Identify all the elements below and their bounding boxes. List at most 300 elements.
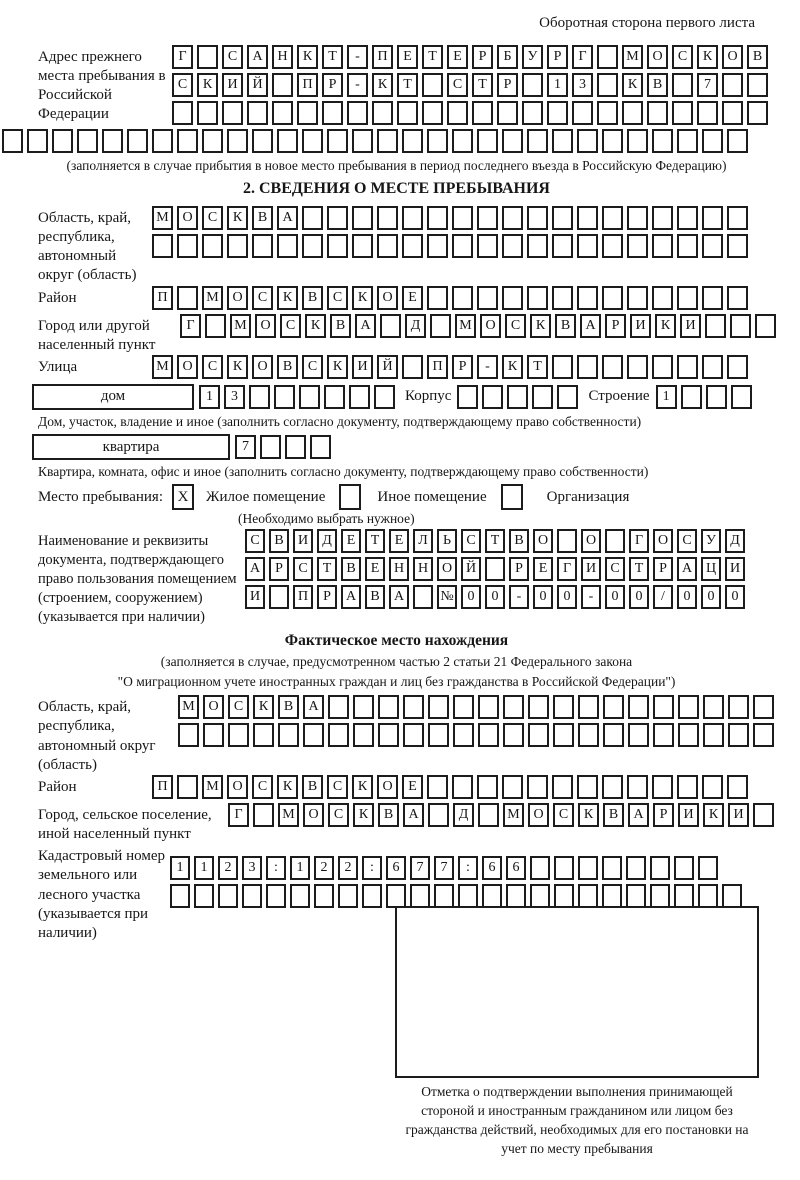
char-box[interactable] [577, 129, 598, 153]
char-box[interactable] [227, 234, 248, 258]
char-box[interactable] [277, 129, 298, 153]
checkbox-organizatsiya[interactable] [501, 484, 523, 510]
char-box[interactable]: Г [557, 557, 577, 581]
char-box[interactable]: : [266, 856, 286, 880]
char-box[interactable] [603, 723, 624, 747]
char-box[interactable]: О [227, 775, 248, 799]
char-box[interactable] [727, 206, 748, 230]
char-box[interactable]: 0 [557, 585, 577, 609]
char-box[interactable]: С [293, 557, 313, 581]
char-box[interactable] [453, 695, 474, 719]
char-box[interactable] [352, 234, 373, 258]
char-box[interactable] [577, 234, 598, 258]
char-box[interactable] [458, 884, 478, 908]
char-box[interactable]: О [177, 355, 198, 379]
char-box[interactable] [252, 234, 273, 258]
char-box[interactable] [507, 385, 528, 409]
char-box[interactable]: П [297, 73, 318, 97]
char-box[interactable]: : [362, 856, 382, 880]
char-box[interactable] [528, 695, 549, 719]
char-box[interactable]: С [280, 314, 301, 338]
char-box[interactable] [552, 234, 573, 258]
char-box[interactable] [403, 723, 424, 747]
char-box[interactable] [602, 775, 623, 799]
char-box[interactable] [626, 856, 646, 880]
char-box[interactable] [397, 101, 418, 125]
char-box[interactable] [52, 129, 73, 153]
char-box[interactable]: К [277, 286, 298, 310]
char-box[interactable] [218, 884, 238, 908]
char-box[interactable] [697, 101, 718, 125]
char-box[interactable] [628, 695, 649, 719]
char-box[interactable]: Р [605, 314, 626, 338]
char-box[interactable] [372, 101, 393, 125]
char-box[interactable]: О [653, 529, 673, 553]
char-box[interactable] [677, 129, 698, 153]
char-box[interactable] [328, 695, 349, 719]
char-box[interactable]: В [277, 355, 298, 379]
char-box[interactable] [452, 206, 473, 230]
char-box[interactable] [578, 695, 599, 719]
char-box[interactable]: С [172, 73, 193, 97]
char-box[interactable] [597, 45, 618, 69]
char-box[interactable]: Р [509, 557, 529, 581]
char-box[interactable] [413, 585, 433, 609]
char-box[interactable] [302, 206, 323, 230]
char-box[interactable]: И [630, 314, 651, 338]
char-box[interactable]: 6 [506, 856, 526, 880]
char-box[interactable] [422, 101, 443, 125]
char-box[interactable] [338, 884, 358, 908]
char-box[interactable] [247, 101, 268, 125]
char-box[interactable]: О [252, 355, 273, 379]
char-box[interactable]: И [728, 803, 749, 827]
char-box[interactable] [478, 803, 499, 827]
char-box[interactable] [727, 355, 748, 379]
char-box[interactable] [722, 101, 743, 125]
char-box[interactable]: М [622, 45, 643, 69]
char-box[interactable]: С [505, 314, 526, 338]
char-box[interactable] [205, 314, 226, 338]
char-box[interactable] [447, 101, 468, 125]
char-box[interactable] [324, 385, 345, 409]
char-box[interactable] [677, 206, 698, 230]
char-box[interactable]: Р [322, 73, 343, 97]
char-box[interactable]: И [725, 557, 745, 581]
char-box[interactable] [698, 884, 718, 908]
char-box[interactable] [652, 206, 673, 230]
char-box[interactable]: М [152, 206, 173, 230]
char-box[interactable]: - [347, 45, 368, 69]
char-box[interactable]: С [328, 803, 349, 827]
char-box[interactable] [602, 884, 622, 908]
char-box[interactable] [602, 355, 623, 379]
char-box[interactable] [722, 73, 743, 97]
char-box[interactable] [578, 856, 598, 880]
char-box[interactable]: 1 [170, 856, 190, 880]
char-box[interactable] [530, 884, 550, 908]
char-box[interactable] [753, 695, 774, 719]
char-box[interactable]: О [303, 803, 324, 827]
char-box[interactable]: В [302, 286, 323, 310]
char-box[interactable] [452, 286, 473, 310]
char-box[interactable]: К [530, 314, 551, 338]
char-box[interactable] [427, 775, 448, 799]
char-box[interactable] [552, 206, 573, 230]
char-box[interactable]: И [245, 585, 265, 609]
char-box[interactable]: Й [247, 73, 268, 97]
char-box[interactable] [502, 234, 523, 258]
char-box[interactable]: В [509, 529, 529, 553]
char-box[interactable]: 2 [314, 856, 334, 880]
char-box[interactable]: С [245, 529, 265, 553]
char-box[interactable] [252, 129, 273, 153]
char-box[interactable]: 2 [218, 856, 238, 880]
char-box[interactable] [653, 695, 674, 719]
char-box[interactable] [290, 884, 310, 908]
char-box[interactable] [678, 723, 699, 747]
char-box[interactable] [428, 695, 449, 719]
char-box[interactable]: Г [629, 529, 649, 553]
char-box[interactable] [2, 129, 23, 153]
char-box[interactable]: С [553, 803, 574, 827]
char-box[interactable] [553, 695, 574, 719]
char-box[interactable] [434, 884, 454, 908]
char-box[interactable]: А [355, 314, 376, 338]
char-box[interactable]: Е [402, 286, 423, 310]
char-box[interactable]: - [581, 585, 601, 609]
char-box[interactable]: В [330, 314, 351, 338]
char-box[interactable]: Г [180, 314, 201, 338]
char-box[interactable] [727, 286, 748, 310]
char-box[interactable] [410, 884, 430, 908]
char-box[interactable] [497, 101, 518, 125]
char-box[interactable] [402, 234, 423, 258]
char-box[interactable] [522, 73, 543, 97]
char-box[interactable] [386, 884, 406, 908]
char-box[interactable]: М [230, 314, 251, 338]
char-box[interactable]: И [678, 803, 699, 827]
char-box[interactable]: Р [653, 803, 674, 827]
checkbox-zhiloe[interactable]: X [172, 484, 194, 510]
char-box[interactable]: Р [269, 557, 289, 581]
char-box[interactable] [285, 435, 306, 459]
char-box[interactable] [482, 385, 503, 409]
char-box[interactable] [482, 884, 502, 908]
char-box[interactable]: И [581, 557, 601, 581]
char-box[interactable]: : [458, 856, 478, 880]
char-box[interactable]: А [677, 557, 697, 581]
char-box[interactable] [349, 385, 370, 409]
char-box[interactable]: С [447, 73, 468, 97]
char-box[interactable] [552, 775, 573, 799]
checkbox-inoe[interactable] [339, 484, 361, 510]
char-box[interactable] [352, 129, 373, 153]
char-box[interactable] [260, 435, 281, 459]
char-box[interactable]: Л [413, 529, 433, 553]
char-box[interactable]: О [255, 314, 276, 338]
char-box[interactable] [127, 129, 148, 153]
char-box[interactable] [327, 206, 348, 230]
char-box[interactable]: Е [447, 45, 468, 69]
char-box[interactable]: Ь [437, 529, 457, 553]
char-box[interactable]: В [252, 206, 273, 230]
char-box[interactable] [747, 73, 768, 97]
char-box[interactable] [502, 286, 523, 310]
char-box[interactable]: С [222, 45, 243, 69]
char-box[interactable]: Н [272, 45, 293, 69]
kvartira-type-box[interactable]: квартира [32, 434, 230, 460]
char-box[interactable] [552, 129, 573, 153]
char-box[interactable]: Т [397, 73, 418, 97]
char-box[interactable] [527, 286, 548, 310]
char-box[interactable]: № [437, 585, 457, 609]
char-box[interactable] [747, 101, 768, 125]
char-box[interactable]: П [152, 775, 173, 799]
char-box[interactable] [627, 355, 648, 379]
char-box[interactable] [702, 355, 723, 379]
char-box[interactable]: Р [317, 585, 337, 609]
char-box[interactable]: О [533, 529, 553, 553]
char-box[interactable] [677, 234, 698, 258]
char-box[interactable] [532, 385, 553, 409]
char-box[interactable] [403, 695, 424, 719]
char-box[interactable] [722, 884, 742, 908]
char-box[interactable]: К [655, 314, 676, 338]
char-box[interactable] [554, 884, 574, 908]
char-box[interactable] [681, 385, 702, 409]
char-box[interactable] [353, 723, 374, 747]
char-box[interactable] [457, 385, 478, 409]
char-box[interactable]: К [352, 775, 373, 799]
char-box[interactable] [530, 856, 550, 880]
char-box[interactable]: С [327, 286, 348, 310]
char-box[interactable] [652, 775, 673, 799]
char-box[interactable] [647, 101, 668, 125]
char-box[interactable] [249, 385, 270, 409]
char-box[interactable] [597, 101, 618, 125]
char-box[interactable]: К [197, 73, 218, 97]
char-box[interactable] [202, 129, 223, 153]
char-box[interactable]: Д [725, 529, 745, 553]
char-box[interactable] [427, 129, 448, 153]
char-box[interactable]: А [247, 45, 268, 69]
char-box[interactable]: В [302, 775, 323, 799]
char-box[interactable] [152, 129, 173, 153]
char-box[interactable]: 2 [338, 856, 358, 880]
char-box[interactable] [228, 723, 249, 747]
char-box[interactable] [652, 234, 673, 258]
char-box[interactable] [706, 385, 727, 409]
char-box[interactable] [553, 723, 574, 747]
char-box[interactable] [152, 234, 173, 258]
char-box[interactable]: А [580, 314, 601, 338]
char-box[interactable]: М [202, 775, 223, 799]
char-box[interactable] [578, 884, 598, 908]
char-box[interactable]: М [455, 314, 476, 338]
char-box[interactable] [503, 695, 524, 719]
char-box[interactable]: 7 [434, 856, 454, 880]
char-box[interactable] [753, 723, 774, 747]
char-box[interactable]: С [252, 286, 273, 310]
char-box[interactable]: 0 [533, 585, 553, 609]
char-box[interactable]: 7 [697, 73, 718, 97]
char-box[interactable]: К [353, 803, 374, 827]
char-box[interactable] [427, 206, 448, 230]
char-box[interactable] [197, 101, 218, 125]
char-box[interactable] [672, 73, 693, 97]
char-box[interactable]: К [502, 355, 523, 379]
char-box[interactable] [428, 723, 449, 747]
char-box[interactable] [302, 129, 323, 153]
char-box[interactable] [602, 286, 623, 310]
char-box[interactable]: С [252, 775, 273, 799]
char-box[interactable] [527, 129, 548, 153]
char-box[interactable] [378, 695, 399, 719]
char-box[interactable] [703, 695, 724, 719]
char-box[interactable]: О [203, 695, 224, 719]
char-box[interactable] [702, 234, 723, 258]
char-box[interactable]: Д [405, 314, 426, 338]
char-box[interactable]: У [701, 529, 721, 553]
char-box[interactable] [377, 234, 398, 258]
char-box[interactable] [427, 234, 448, 258]
char-box[interactable]: О [480, 314, 501, 338]
char-box[interactable] [627, 286, 648, 310]
char-box[interactable]: Е [365, 557, 385, 581]
char-box[interactable]: В [603, 803, 624, 827]
char-box[interactable]: С [672, 45, 693, 69]
char-box[interactable]: К [622, 73, 643, 97]
char-box[interactable] [552, 355, 573, 379]
char-box[interactable] [327, 234, 348, 258]
char-box[interactable] [197, 45, 218, 69]
char-box[interactable] [194, 884, 214, 908]
char-box[interactable]: Й [461, 557, 481, 581]
char-box[interactable] [274, 385, 295, 409]
char-box[interactable] [377, 206, 398, 230]
char-box[interactable] [266, 884, 286, 908]
char-box[interactable] [627, 775, 648, 799]
char-box[interactable] [102, 129, 123, 153]
char-box[interactable]: О [377, 286, 398, 310]
char-box[interactable]: Е [533, 557, 553, 581]
char-box[interactable]: - [509, 585, 529, 609]
char-box[interactable] [269, 585, 289, 609]
char-box[interactable]: И [293, 529, 313, 553]
char-box[interactable]: Е [397, 45, 418, 69]
char-box[interactable] [472, 101, 493, 125]
char-box[interactable] [702, 775, 723, 799]
char-box[interactable]: А [341, 585, 361, 609]
char-box[interactable]: - [477, 355, 498, 379]
char-box[interactable] [557, 529, 577, 553]
char-box[interactable] [422, 73, 443, 97]
char-box[interactable] [652, 355, 673, 379]
char-box[interactable]: О [377, 775, 398, 799]
char-box[interactable]: И [352, 355, 373, 379]
char-box[interactable]: Е [389, 529, 409, 553]
dom-type-box[interactable]: дом [32, 384, 194, 410]
char-box[interactable] [253, 803, 274, 827]
char-box[interactable] [602, 129, 623, 153]
char-box[interactable] [203, 723, 224, 747]
char-box[interactable] [452, 775, 473, 799]
char-box[interactable]: Т [365, 529, 385, 553]
char-box[interactable] [755, 314, 776, 338]
char-box[interactable]: К [227, 355, 248, 379]
char-box[interactable]: У [522, 45, 543, 69]
char-box[interactable] [522, 101, 543, 125]
char-box[interactable]: Т [422, 45, 443, 69]
char-box[interactable]: В [365, 585, 385, 609]
char-box[interactable] [427, 286, 448, 310]
char-box[interactable]: Т [472, 73, 493, 97]
char-box[interactable] [478, 723, 499, 747]
char-box[interactable]: Р [497, 73, 518, 97]
char-box[interactable]: К [297, 45, 318, 69]
char-box[interactable]: С [327, 775, 348, 799]
char-box[interactable] [428, 803, 449, 827]
char-box[interactable]: 1 [547, 73, 568, 97]
char-box[interactable] [178, 723, 199, 747]
char-box[interactable] [377, 129, 398, 153]
char-box[interactable] [727, 775, 748, 799]
char-box[interactable] [527, 775, 548, 799]
char-box[interactable]: И [680, 314, 701, 338]
char-box[interactable] [602, 206, 623, 230]
char-box[interactable]: К [253, 695, 274, 719]
char-box[interactable] [652, 129, 673, 153]
char-box[interactable] [626, 884, 646, 908]
char-box[interactable]: К [697, 45, 718, 69]
char-box[interactable]: 0 [677, 585, 697, 609]
char-box[interactable]: М [202, 286, 223, 310]
char-box[interactable]: К [305, 314, 326, 338]
char-box[interactable] [278, 723, 299, 747]
char-box[interactable]: К [578, 803, 599, 827]
char-box[interactable] [627, 234, 648, 258]
char-box[interactable]: 1 [199, 385, 220, 409]
char-box[interactable] [502, 206, 523, 230]
char-box[interactable]: 1 [194, 856, 214, 880]
char-box[interactable] [477, 129, 498, 153]
char-box[interactable]: Д [317, 529, 337, 553]
char-box[interactable] [502, 129, 523, 153]
char-box[interactable]: С [228, 695, 249, 719]
char-box[interactable] [528, 723, 549, 747]
char-box[interactable]: П [427, 355, 448, 379]
char-box[interactable] [272, 73, 293, 97]
char-box[interactable] [503, 723, 524, 747]
char-box[interactable]: П [152, 286, 173, 310]
char-box[interactable]: А [389, 585, 409, 609]
char-box[interactable] [730, 314, 751, 338]
char-box[interactable]: Д [453, 803, 474, 827]
char-box[interactable]: Т [317, 557, 337, 581]
char-box[interactable] [452, 129, 473, 153]
char-box[interactable]: К [352, 286, 373, 310]
char-box[interactable] [177, 234, 198, 258]
char-box[interactable]: А [628, 803, 649, 827]
char-box[interactable]: А [403, 803, 424, 827]
char-box[interactable]: К [372, 73, 393, 97]
char-box[interactable]: Р [547, 45, 568, 69]
char-box[interactable]: 6 [482, 856, 502, 880]
char-box[interactable] [477, 775, 498, 799]
char-box[interactable] [677, 286, 698, 310]
char-box[interactable]: М [152, 355, 173, 379]
